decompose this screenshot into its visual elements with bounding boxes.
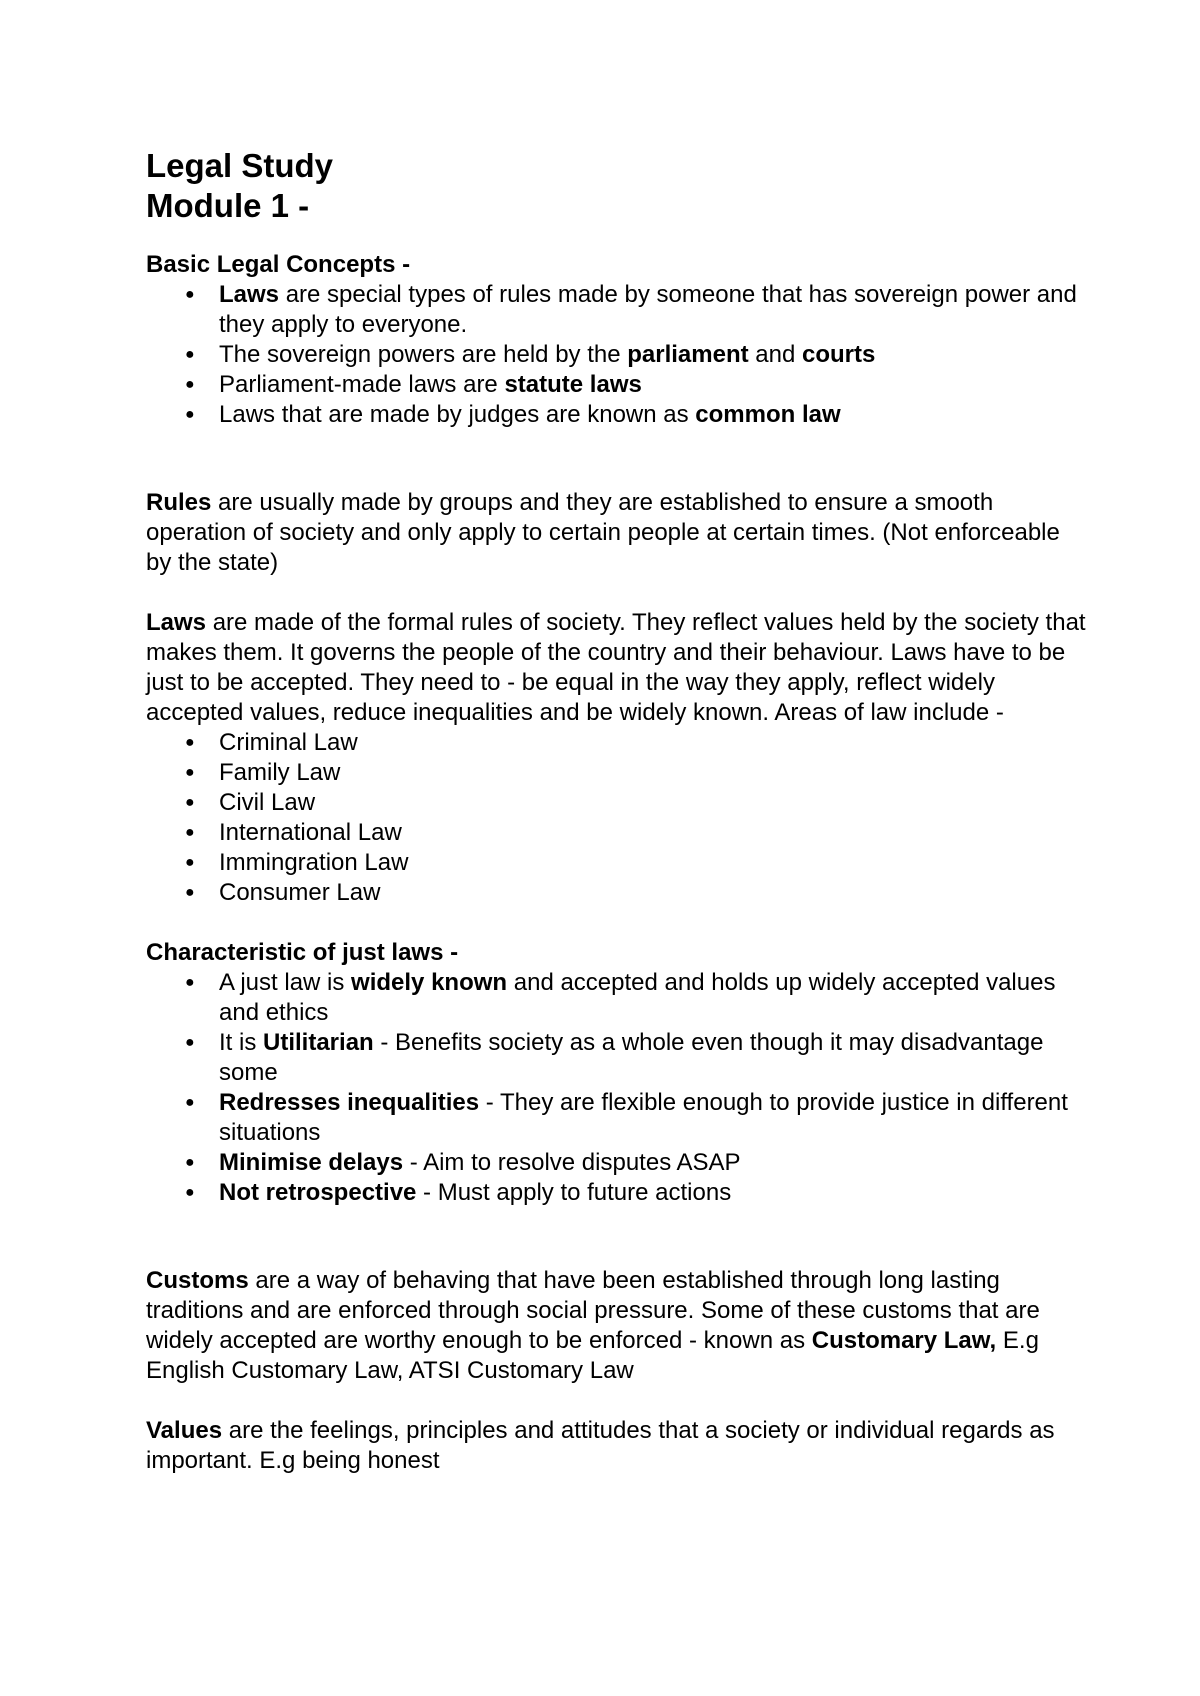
bullet-icon: ● — [185, 764, 195, 781]
list-item: ● It is Utilitarian - Benefits society as a whole even though it may disadvantage some — [185, 1029, 1044, 1086]
module-title: Module 1 - — [146, 187, 310, 224]
bullet-icon: ● — [185, 824, 195, 841]
bullet-icon: ● — [185, 286, 195, 303]
list-item: ● Redresses inequalities - They are flexible enough to provide justice in different situations — [185, 1089, 1068, 1146]
bullet-icon: ● — [185, 974, 195, 991]
bullet-icon: ● — [185, 376, 195, 393]
list-item: ● Civil Law — [185, 789, 316, 816]
list-item: ● International Law — [185, 819, 402, 846]
bullet-icon: ● — [185, 734, 195, 751]
list-item: ● Immingration Law — [185, 849, 409, 876]
bullet-icon: ● — [185, 1034, 195, 1051]
list-item: ● Criminal Law — [185, 729, 358, 756]
list-item: ● A just law is widely known and accepted and holds up widely accepted values and ethics — [185, 969, 1056, 1026]
basic-concepts-list — [146, 280, 1086, 430]
list-item: ● Minimise delays - Aim to resolve disputes ASAP — [185, 1149, 741, 1176]
bullet-icon: ● — [185, 346, 195, 363]
bullet-icon: ● — [185, 1184, 195, 1201]
list-item: ● Laws that are made by judges are known as common law — [185, 401, 841, 428]
areas-of-law-list — [146, 728, 1086, 908]
list-item: ● Laws are special types of rules made by someone that has sovereign power and they apply to everyone. — [185, 281, 1077, 338]
bullet-icon: ● — [185, 1094, 195, 1111]
just-laws-list — [146, 968, 1086, 1208]
list-item: ● The sovereign powers are held by the parliament and courts — [185, 341, 876, 368]
values-paragraph: Values are the feelings, principles and attitudes that a society or individual regards as important. E.g being honest — [146, 1417, 1055, 1474]
document-content — [146, 146, 1086, 1476]
list-item: ● Parliament-made laws are statute laws — [185, 371, 642, 398]
bullet-icon: ● — [185, 406, 195, 423]
list-item: ● Consumer Law — [185, 879, 381, 906]
list-item: ● Not retrospective - Must apply to future actions — [185, 1179, 732, 1206]
list-item: ● Family Law — [185, 759, 341, 786]
bullet-icon: ● — [185, 1154, 195, 1171]
document-title: Legal Study — [146, 147, 334, 184]
just-laws-heading: Characteristic of just laws - — [146, 939, 459, 966]
customs-paragraph: Customs are a way of behaving that have been established through long lasting traditions and are enforced through social pressure. Some of these customs that are widely accepted are worthy enough to be enforced - known as Customary Law, E.g English Customary Law, ATSI Customary Law — [146, 1267, 1040, 1384]
bullet-icon: ● — [185, 884, 195, 901]
laws-paragraph: Laws are made of the formal rules of society. They reflect values held by the society that makes them. It governs the people of the country and their behaviour. Laws have to be just to be accepted. They need to - be equal in the way they apply, reflect widely accepted values, reduce inequalities and be widely known. Areas of law include - — [146, 609, 1086, 726]
bullet-icon: ● — [185, 794, 195, 811]
rules-paragraph: Rules are usually made by groups and they are established to ensure a smooth operation of society and only apply to certain people at certain times. (Not enforceable by the state) — [146, 489, 1060, 576]
basic-concepts-heading: Basic Legal Concepts - — [146, 251, 411, 278]
bullet-icon: ● — [185, 854, 195, 871]
